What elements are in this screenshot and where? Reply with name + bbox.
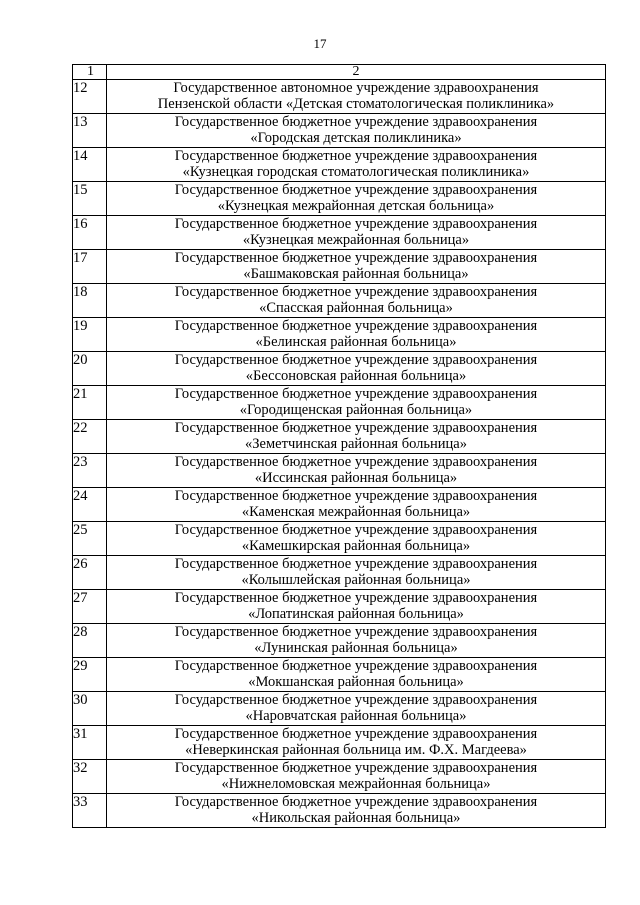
institution-type-line: Государственное бюджетное учреждение здравоохранения (174, 420, 538, 436)
row-number: 17 (73, 250, 107, 284)
institution-name (107, 182, 606, 216)
table-header-row (73, 65, 606, 80)
institution-title-line: «Нижнеломовская межрайонная больница» (221, 776, 491, 792)
column-header-number: 1 (73, 65, 107, 80)
institution-name (107, 114, 606, 148)
row-number: 24 (73, 488, 107, 522)
table-row (73, 216, 606, 250)
row-number: 33 (73, 794, 107, 828)
institution-name (107, 590, 606, 624)
table-row (73, 624, 606, 658)
row-number: 14 (73, 148, 107, 182)
institution-name (107, 80, 606, 114)
institution-type-line: Государственное бюджетное учреждение здравоохранения (174, 658, 538, 674)
institution-name (107, 726, 606, 760)
institution-name (107, 216, 606, 250)
row-number: 18 (73, 284, 107, 318)
row-number: 27 (73, 590, 107, 624)
institution-name (107, 352, 606, 386)
row-number: 19 (73, 318, 107, 352)
institution-type-line: Государственное бюджетное учреждение здравоохранения (174, 590, 538, 606)
institution-name (107, 318, 606, 352)
institution-type-line: Государственное бюджетное учреждение здравоохранения (174, 386, 538, 402)
institution-name (107, 488, 606, 522)
institution-name (107, 284, 606, 318)
institution-type-line: Государственное бюджетное учреждение здравоохранения (174, 760, 538, 776)
institution-name (107, 454, 606, 488)
institution-type-line: Государственное бюджетное учреждение здравоохранения (174, 250, 538, 266)
institution-title-line: «Никольская районная больница» (251, 810, 461, 826)
institution-name (107, 658, 606, 692)
row-number: 28 (73, 624, 107, 658)
table-row (73, 250, 606, 284)
institution-type-line: Государственное бюджетное учреждение здравоохранения (174, 148, 538, 164)
table-row (73, 590, 606, 624)
institution-type-line: Государственное бюджетное учреждение здравоохранения (174, 114, 538, 130)
institution-title-line: «Земетчинская районная больница» (245, 436, 467, 452)
row-number: 21 (73, 386, 107, 420)
table-row (73, 420, 606, 454)
institution-title-line: «Каменская межрайонная больница» (241, 504, 471, 520)
table-row (73, 284, 606, 318)
institution-type-line: Государственное бюджетное учреждение здравоохранения (174, 216, 538, 232)
institution-type-line: Государственное бюджетное учреждение здравоохранения (174, 692, 538, 708)
table-row (73, 726, 606, 760)
row-number: 30 (73, 692, 107, 726)
institution-title-line: «Лунинская районная больница» (254, 640, 458, 656)
row-number: 20 (73, 352, 107, 386)
row-number: 23 (73, 454, 107, 488)
institution-title-line: «Бессоновская районная больница» (245, 368, 467, 384)
table-row (73, 454, 606, 488)
institution-title-line: «Башмаковская районная больница» (243, 266, 469, 282)
institution-title-line: «Неверкинская районная больница им. Ф.Х. Магдеева» (185, 742, 527, 758)
institution-type-line: Государственное бюджетное учреждение здравоохранения (174, 556, 538, 572)
institution-type-line: Государственное бюджетное учреждение здравоохранения (174, 182, 538, 198)
institution-title-line: «Городская детская поликлиника» (250, 130, 462, 146)
table-row (73, 692, 606, 726)
institution-name (107, 692, 606, 726)
table-row (73, 760, 606, 794)
institution-title-line: «Камешкирская районная больница» (241, 538, 471, 554)
page-number: 17 (313, 36, 327, 51)
institution-name (107, 624, 606, 658)
table-row (73, 556, 606, 590)
institution-name (107, 794, 606, 828)
institution-title-line: «Колышлейская районная больница» (241, 572, 471, 588)
institution-name (107, 420, 606, 454)
institution-type-line: Государственное автономное учреждение здравоохранения (173, 80, 539, 96)
institution-title-line: «Мокшанская районная больница» (248, 674, 464, 690)
table-row (73, 352, 606, 386)
institution-type-line: Государственное бюджетное учреждение здравоохранения (174, 454, 538, 470)
institution-name (107, 556, 606, 590)
row-number: 13 (73, 114, 107, 148)
institution-title-line: «Городищенская районная больница» (239, 402, 473, 418)
institution-type-line: Государственное бюджетное учреждение здравоохранения (174, 284, 538, 300)
table-row (73, 80, 606, 114)
row-number: 32 (73, 760, 107, 794)
institutions-table (72, 64, 606, 828)
institution-title-line: «Лопатинская районная больница» (248, 606, 464, 622)
row-number: 12 (73, 80, 107, 114)
row-number: 29 (73, 658, 107, 692)
institution-title-line: «Кузнецкая межрайонная детская больница» (217, 198, 495, 214)
table-body (73, 80, 606, 828)
table-row (73, 488, 606, 522)
institution-type-line: Государственное бюджетное учреждение здравоохранения (174, 726, 538, 742)
institution-title-line: Пензенской области «Детская стоматологическая поликлиника» (157, 96, 555, 112)
institution-name (107, 148, 606, 182)
table-row (73, 386, 606, 420)
institution-type-line: Государственное бюджетное учреждение здравоохранения (174, 488, 538, 504)
institution-type-line: Государственное бюджетное учреждение здравоохранения (174, 318, 538, 334)
table-row (73, 794, 606, 828)
institution-title-line: «Наровчатская районная больница» (245, 708, 467, 724)
institution-name (107, 522, 606, 556)
institution-name (107, 250, 606, 284)
institution-title-line: «Спасская районная больница» (259, 300, 453, 316)
table-row (73, 522, 606, 556)
institution-name (107, 760, 606, 794)
institution-title-line: «Кузнецкая городская стоматологическая поликлиника» (182, 164, 530, 180)
row-number: 15 (73, 182, 107, 216)
row-number: 22 (73, 420, 107, 454)
institution-title-line: «Иссинская районная больница» (254, 470, 458, 486)
table-row (73, 114, 606, 148)
row-number: 25 (73, 522, 107, 556)
row-number: 26 (73, 556, 107, 590)
table-row (73, 318, 606, 352)
row-number: 31 (73, 726, 107, 760)
institution-title-line: «Кузнецкая межрайонная больница» (242, 232, 470, 248)
institution-type-line: Государственное бюджетное учреждение здравоохранения (174, 522, 538, 538)
institution-name (107, 386, 606, 420)
institution-type-line: Государственное бюджетное учреждение здравоохранения (174, 794, 538, 810)
institution-title-line: «Белинская районная больница» (255, 334, 457, 350)
table-row (73, 182, 606, 216)
table-row (73, 148, 606, 182)
table-row (73, 658, 606, 692)
row-number: 16 (73, 216, 107, 250)
institution-type-line: Государственное бюджетное учреждение здравоохранения (174, 624, 538, 640)
column-header-name: 2 (107, 65, 606, 80)
institution-type-line: Государственное бюджетное учреждение здравоохранения (174, 352, 538, 368)
